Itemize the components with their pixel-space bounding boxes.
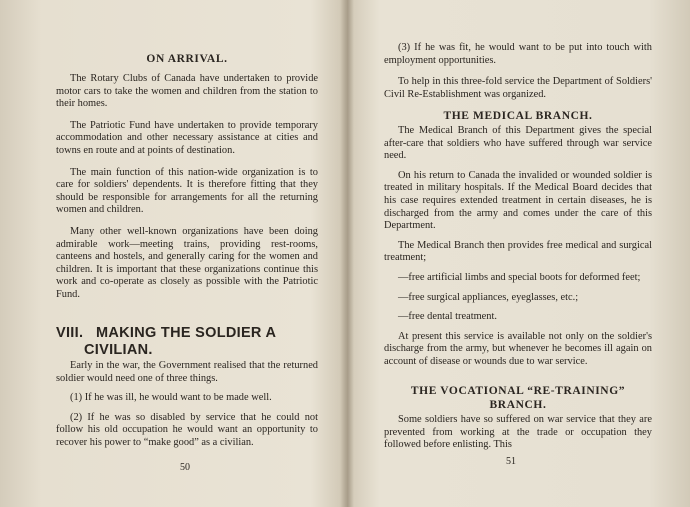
section-paragraph: Early in the war, the Government realised that the returned soldier would need one of three things. [56,360,318,384]
book-gutter [340,0,354,507]
left-page [56,0,318,507]
arrival-heading: ON ARRIVAL. [146,53,228,65]
medical-paragraph: —free artificial limbs and special boots for deformed feet; [398,271,641,283]
right-page [384,0,652,507]
medical-paragraph: On his return to Canada the invalided or wounded soldier is treated in military hospitals. If the Medical Board decides that his case requires extended treatment in certain diseases, he is discharged from the army and comes under the care of this Department. [384,169,652,232]
vocational-paragraph: Some soldiers have so suffered on war service that they are prevented from working at the trade or occupation they followed before enlisting. This [384,414,652,451]
intro-paragraph: To help in this three-fold service the Department of Soldiers' Civil Re-Establishment was organized. [384,76,652,100]
section-title [56,325,318,359]
section-title-line1: MAKING THE SOLDIER A [96,325,277,341]
section-number: VIII. [56,325,84,341]
medical-paragraph: The Medical Branch then provides free medical and surgical treatment; [384,239,652,264]
medical-paragraph: The Medical Branch of this Department gives the special after-care that soldiers who have suffered through war service need. [384,125,652,162]
arrival-paragraph: The Patriotic Fund have undertaken to provide temporary accommodation and other necessary assistance at cities and towns en route and at points of destination. [56,119,318,156]
page-number: 51 [506,456,516,467]
vocational-heading [384,384,652,412]
vocational-heading-line2: BRANCH. [489,399,547,411]
arrival-paragraph: The main function of this nation-wide organization is to care for soldiers' dependents. It is therefore fitting that they should be responsible for arrangements for all the returning women and children. [56,166,318,216]
page-number: 50 [180,462,190,473]
medical-paragraph: —free surgical appliances, eyeglasses, etc.; [398,291,579,303]
arrival-paragraph: Many other well-known organizations have been doing admirable work—meeting trains, providing rest-rooms, canteens and hostels, and generally caring for the women and children. It is important that these organizations continue this work and co-operate as closely as possible with the Patriotic Fund. [56,225,318,300]
section-title-line2: CIVILIAN. [84,342,153,358]
section-paragraph: (1) If he was ill, he would want to be made well. [70,392,272,404]
medical-heading: THE MEDICAL BRANCH. [443,110,593,122]
section-paragraph: (2) If he was so disabled by service that he could not follow his old occupation he would want an opportunity to recover his power to “make good” as a civilian. [56,411,318,448]
arrival-paragraph: The Rotary Clubs of Canada have undertaken to provide motor cars to take the women and children from the station to their homes. [56,73,318,110]
vocational-heading-line1: THE VOCATIONAL “RE-TRAINING” [410,385,626,397]
intro-paragraph: (3) If he was fit, he would want to be put into touch with employment opportunities. [384,42,652,66]
medical-paragraph: At present this service is available not only on the soldier's discharge from the army, but whenever he becomes ill again on account of disease or wounds due to war service. [384,330,652,367]
medical-paragraph: —free dental treatment. [398,311,497,323]
